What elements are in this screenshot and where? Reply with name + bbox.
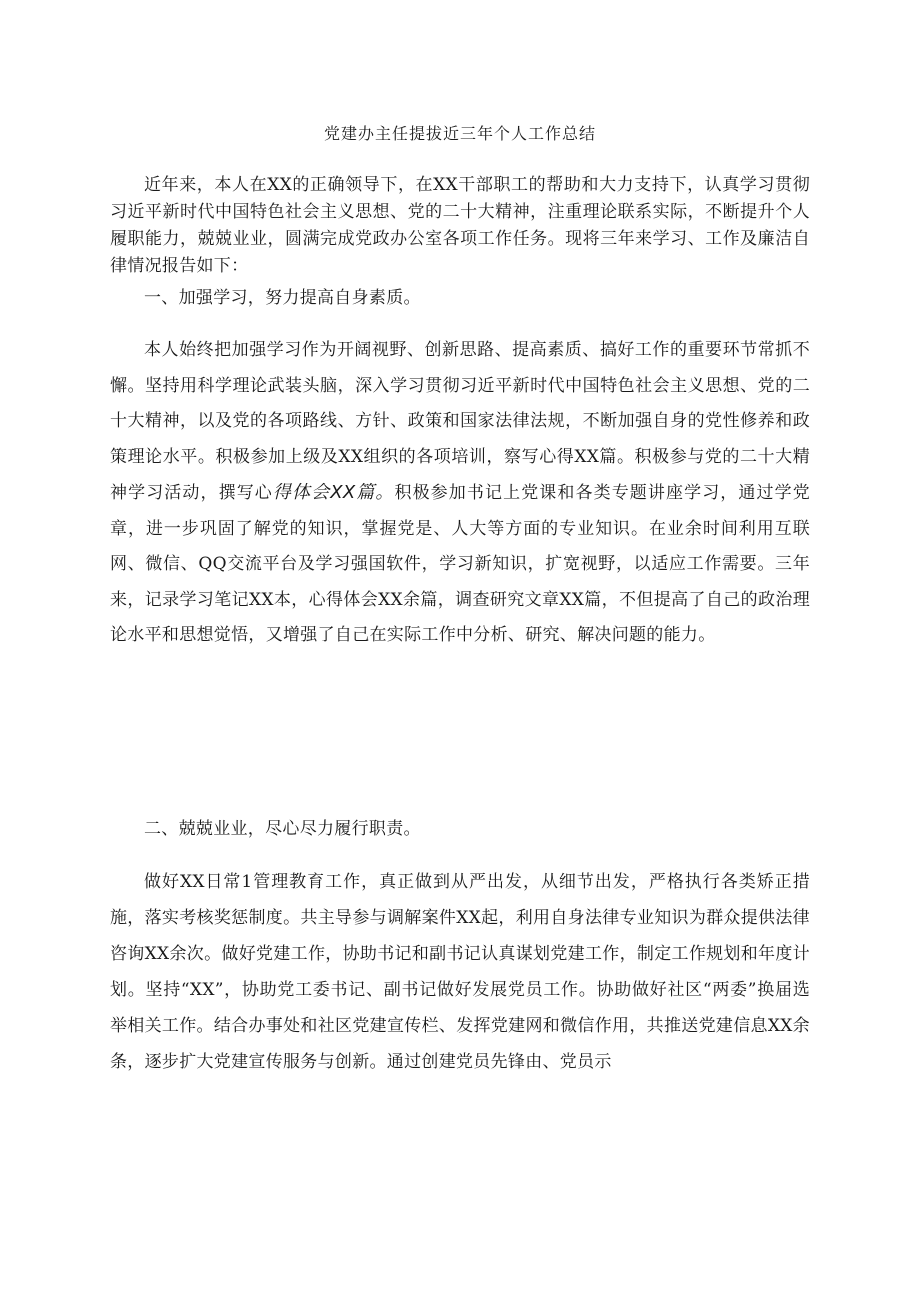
section-1-body-text-continued: 积极参加书记上党课和各类专题讲座学习，通过学党章，进一步巩固了解党的知识，掌握党是、人大等方面的专业知识。在业余时间利用互联网、微信、QQ交流平台及学习强国软件，学习新知识，扩宽视野，以适应工作需要。三年来，记录学习笔记XX本，心得体会XX余篇，调查研究文章XX篇，不但提高了自己的政治理论水平和思想觉悟，又增强了自己在实际工作中分析、研究、解决问题的能力。 [110, 483, 810, 645]
section-1-body-text: 本人始终把加强学习作为开阔视野、创新思路、提高素质、搞好工作的重要环节常抓不懈。坚持用科学理论武装头脑，深入学习贯彻习近平新时代中国特色社会主义思想、党的二十大精神，以及党的各项路线、方针、政策和国家法律法规，不断加强自身的党性修养和政策理论水平。积极参加上级及XX组织的各项培训，察写心得XX篇。积极参与党的二十大精神学习活动，撰写心 [110, 340, 810, 503]
section-1-heading: 一、加强学习，努力提高自身素质。 [144, 288, 421, 308]
section-2-heading: 二、兢兢业业，尽心尽力履行职责。 [144, 819, 421, 839]
section-2-body: 做好XX日常1管理教育工作，真正做到从严出发，从细节出发，严格执行各类矫正措施，落实考核奖惩制度。共主导参与调解案件XX起，利用自身法律专业知识为群众提供法律咨询XX余次。做好党建工作，协助书记和副书记认真谋划党建工作，制定工作规划和年度计划。坚持“XX”，协助党工委书记、副书记做好发展党员工作。协助做好社区“两委”换届选举相关工作。结合办事处和社区党建宣传栏、发挥党建网和微信作用，共推送党建信息XX余条，逐步扩大党建宣传服务与创新。通过创建党员先锋由、党员示 [110, 872, 810, 1072]
handwritten-text: 得体会XX篇。 [272, 482, 395, 503]
intro-paragraph: 近年来，本人在XX的正确领导下，在XX干部职工的帮助和大力支持下，认真学习贯彻习近平新时代中国特色社会主义思想、党的二十大精神，注重理论联系实际，不断提升个人履职能力，兢兢业业，圆满完成党政办公室各项工作任务。现将三年来学习、工作及廉洁自律情况报告如下： [110, 175, 810, 276]
document-title: 党建办主任提拔近三年个人工作总结 [323, 124, 596, 143]
section-1-body [110, 333, 810, 654]
